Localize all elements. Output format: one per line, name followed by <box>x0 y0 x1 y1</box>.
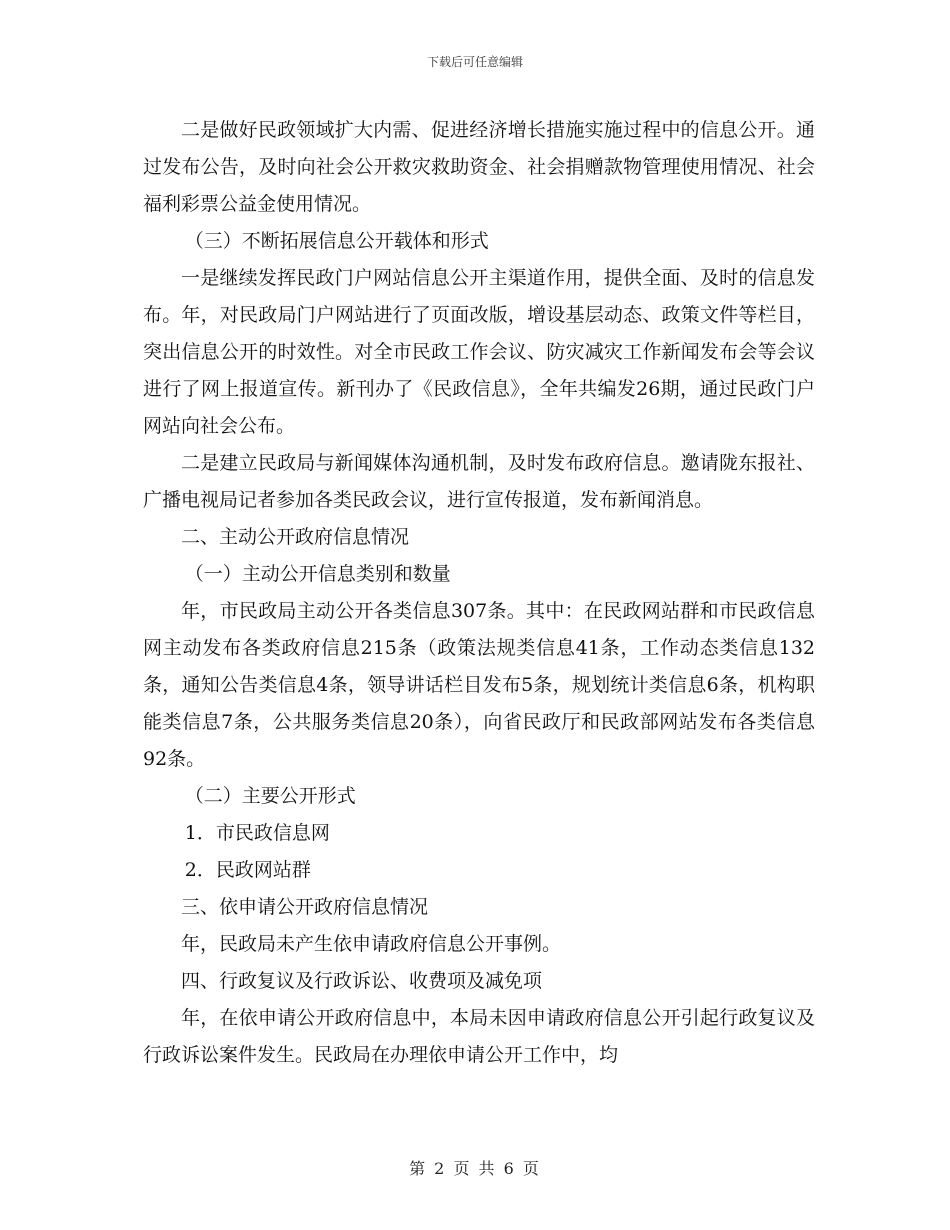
paragraph: 年，在依申请公开政府信息中，本局未因申请政府信息公开引起行政复议及行政诉讼案件发生。民政局在办理依申请公开工作中，均 <box>143 1007 815 1066</box>
document-body <box>143 112 815 1074</box>
paragraph: 年，民政局未产生依申请政府信息公开事例。 <box>181 933 562 955</box>
paragraph: 二是建立民政局与新闻媒体沟通机制，及时发布政府信息。邀请陇东报社、广播电视局记者参加各类民政会议，进行宣传报道，发布新闻消息。 <box>143 452 815 511</box>
section-heading: 二、主动公开政府信息情况 <box>181 526 410 548</box>
subsection-heading: （三）不断拓展信息公开载体和形式 <box>184 230 489 252</box>
list-item: 1．市民政信息网 <box>184 822 330 844</box>
list-item: 2．民政网站群 <box>184 859 311 881</box>
section-heading: 三、依申请公开政府信息情况 <box>181 896 429 918</box>
page-footer: 第 2 页 共 6 页 <box>409 1159 541 1178</box>
page-header: 下载后可任意编辑 <box>426 55 523 69</box>
paragraph: 一是继续发挥民政门户网站信息公开主渠道作用，提供全面、及时的信息发布。年，对民政局门户网站进行了页面改版，增设基层动态、政策文件等栏目，突出信息公开的时效性。对全市民政工作会议、防灾减灾工作新闻发布会等会议进行了网上报道宣传。新刊办了《民政信息》，全年共编发26期，通过民政门户网站向社会公布。 <box>143 267 815 437</box>
section-heading: 四、行政复议及行政诉讼、收费项及减免项 <box>181 970 543 992</box>
subsection-heading: （二）主要公开形式 <box>184 785 356 807</box>
subsection-heading: （一）主动公开信息类别和数量 <box>184 563 451 585</box>
paragraph: 二是做好民政领域扩大内需、促进经济增长措施实施过程中的信息公开。通过发布公告，及时向社会公开救灾救助资金、社会捐赠款物管理使用情况、社会福利彩票公益金使用情况。 <box>143 119 815 215</box>
paragraph: 年，市民政局主动公开各类信息307条。其中：在民政网站群和市民政信息网主动发布各类政府信息215条（政策法规类信息41条，工作动态类信息132条，通知公告类信息4条，领导讲话栏目发布5条，规划统计类信息6条，机构职能类信息7条，公共服务类信息20条），向省民政厅和民政部网站发布各类信息92条。 <box>143 600 815 770</box>
